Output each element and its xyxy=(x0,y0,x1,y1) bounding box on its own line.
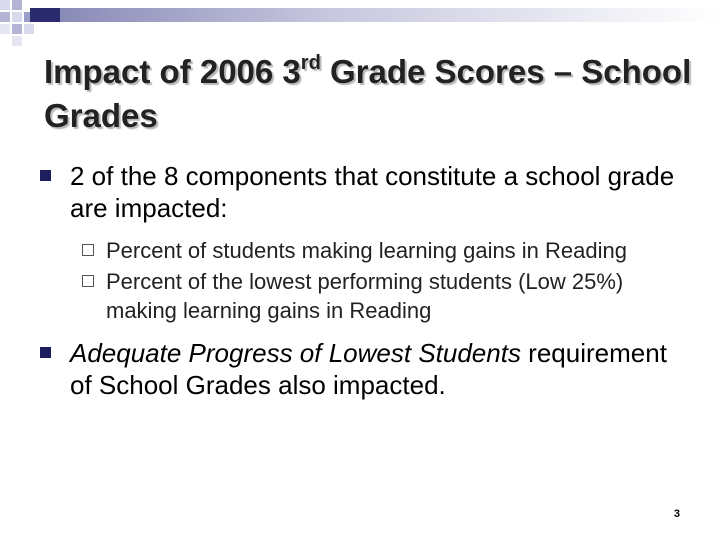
hollow-square-bullet-icon xyxy=(82,275,94,287)
page-number: 3 xyxy=(673,508,680,520)
sub-bullet-item: Percent of the lowest performing students (Low 25%) making learning gains in Reading xyxy=(30,267,690,325)
bullet-item: 2 of the 8 components that constitute a school grade are impacted: xyxy=(30,160,690,224)
header-rule xyxy=(30,8,720,22)
square-bullet-icon xyxy=(40,347,51,358)
bullet-item: Adequate Progress of Lowest Students requirement of School Grades also impacted. xyxy=(30,337,690,401)
slide-title: Impact of 2006 3rd Grade Scores – School Grades xyxy=(44,52,692,134)
square-bullet-icon xyxy=(40,170,51,181)
slide-body xyxy=(30,160,690,401)
hollow-square-bullet-icon xyxy=(82,244,94,256)
sub-bullet-item: Percent of students making learning gains in Reading xyxy=(30,236,690,265)
